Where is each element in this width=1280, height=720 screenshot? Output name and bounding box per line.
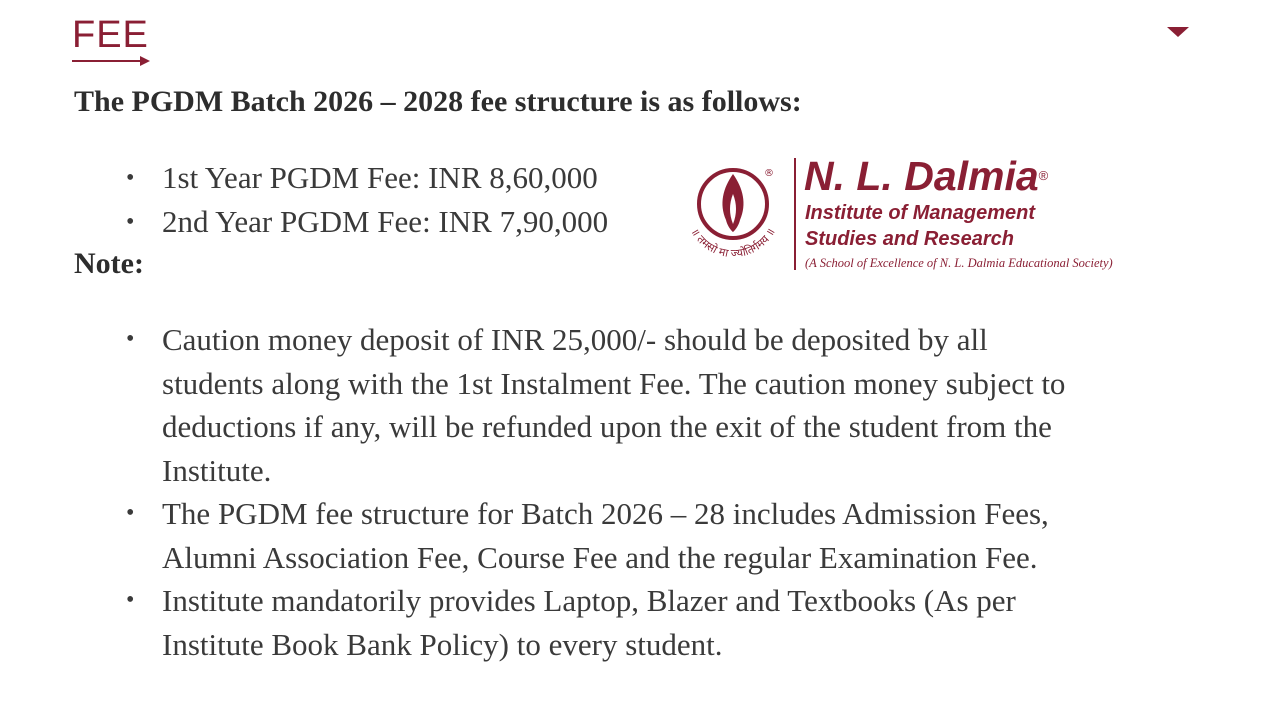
note-item-fee-inclusions: • The PGDM fee structure for Batch 2026 – 28 includes Admission Fees, Alumni Association Fee, Course Fee and the regular Examination Fee. (120, 492, 1080, 579)
logo-line-1: Institute of Management (805, 202, 1036, 224)
fee-heading: The PGDM Batch 2026 – 2028 fee structure is as follows: (74, 85, 802, 118)
section-title: FEE (72, 14, 149, 56)
note-item-caution-money: • Caution money deposit of INR 25,000/- should be deposited by all students along with the 1st Instalment Fee. The caution money subject to deductions if any, will be refunded upon the exit of the student from the Institute. (120, 318, 1080, 492)
logo-divider (794, 158, 796, 270)
fee-item-year-2: • 2nd Year PGDM Fee: INR 7,90,000 (120, 200, 608, 244)
flame-seal-icon (680, 152, 786, 268)
fee-item-year-1: • 1st Year PGDM Fee: INR 8,60,000 (120, 156, 608, 200)
fee-list (120, 156, 608, 244)
note-item-provisions: • Institute mandatorily provides Laptop, Blazer and Textbooks (As per Institute Book Bank Policy) to every student. (120, 579, 1080, 666)
logo-name: N. L. Dalmia® (804, 153, 1049, 199)
caret-down-icon[interactable] (1165, 24, 1191, 40)
note-label: Note: (74, 247, 144, 280)
logo-subtitle: (A School of Excellence of N. L. Dalmia Educational Society) (805, 256, 1113, 270)
logo-line-2: Studies and Research (805, 228, 1014, 250)
arrow-right-icon (72, 54, 152, 68)
note-list (120, 318, 1080, 666)
logo-motto: ॥ तमसो मा ज्योतिर्गमय ॥ (688, 226, 778, 261)
institute-logo (680, 152, 1150, 278)
svg-text:®: ® (764, 168, 774, 179)
